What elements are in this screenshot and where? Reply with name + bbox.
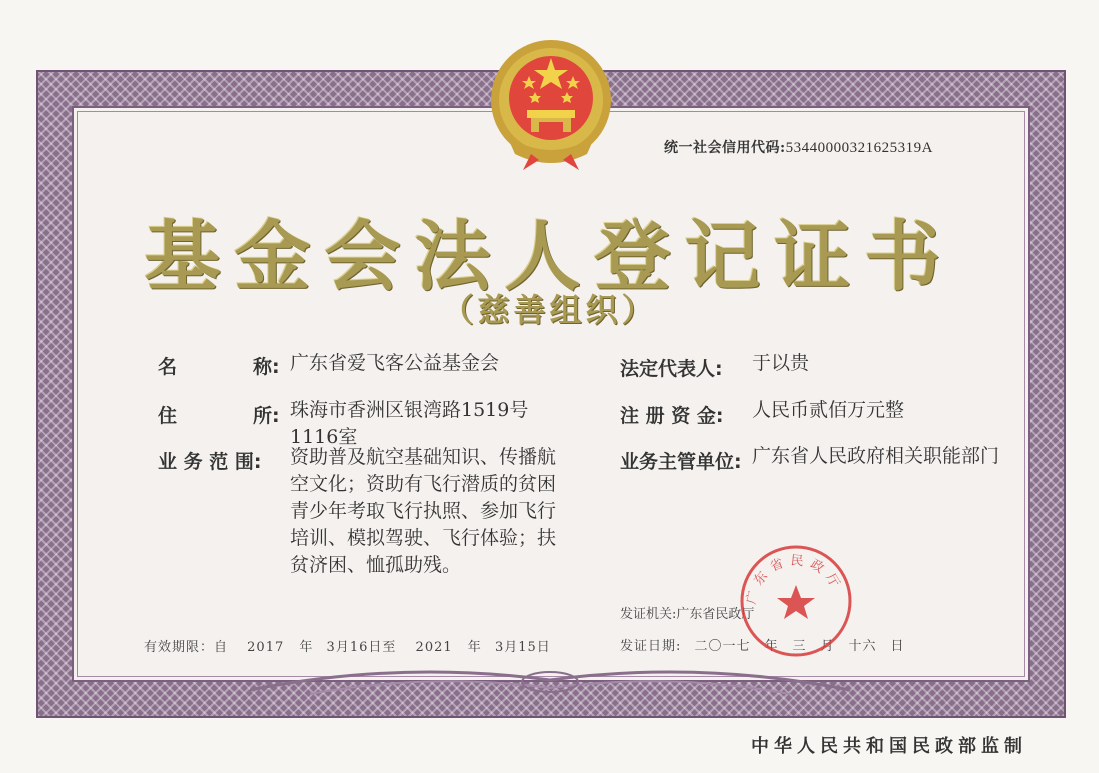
national-emblem [487, 36, 615, 174]
month-char: 月 [335, 640, 350, 655]
scope-line: 培训、模拟驾驶、飞行体验；扶 [290, 527, 557, 549]
validity-end-year: 2021 [415, 640, 453, 655]
certificate-body [72, 106, 1030, 682]
authority-value: 广东省人民政府相关职能部门 [752, 445, 1000, 467]
address-line: 珠海市香洲区银湾路1519号 [290, 399, 529, 421]
name-label: 名 称: [158, 356, 280, 378]
validity-start-year: 2017 [247, 640, 285, 655]
scope-line: 青少年考取飞行执照、参加飞行 [290, 500, 557, 522]
certificate-subtitle: （慈善组织） [441, 291, 658, 329]
year-char: 年 [299, 640, 314, 655]
scope-line: 资助普及航空基础知识、传播航 [290, 446, 557, 468]
capital-value: 人民币贰佰万元整 [752, 399, 905, 421]
rep-value: 于以贵 [752, 352, 810, 374]
issue-date-value: 二〇一七 年 三 月 十六 日 [694, 639, 905, 654]
address-label: 住 所: [158, 405, 280, 427]
credit-code-label: 统一社会信用代码: [664, 140, 786, 156]
day-char: 日 [536, 640, 551, 655]
credit-code-value: 53440000321625319A [785, 140, 934, 156]
footer-issuer: 中华人民共和国民政部监制 [751, 736, 1027, 757]
issue-date-label: 发证日期: [620, 639, 682, 654]
name-value: 广东省爱飞客公益基金会 [290, 352, 500, 374]
validity-end-day: 15 [518, 640, 537, 655]
certificate-title: 基金会法人登记证书 [144, 212, 955, 301]
validity-label: 有效期限：自 [144, 640, 229, 655]
month-char: 月 [504, 640, 519, 655]
issuer-value: 广东省民政厅 [676, 607, 755, 622]
scope-label: 业 务 范 围: [158, 451, 262, 473]
scope-line: 贫济困、恤孤助残。 [290, 554, 462, 576]
credit-code [664, 137, 933, 157]
validity-start-month: 3 [326, 640, 336, 655]
authority-label: 业务主管单位: [620, 451, 742, 473]
capital-label: 注 册 资 金: [620, 405, 724, 427]
validity-period [144, 636, 551, 655]
scope-line: 空文化；资助有飞行潜质的贫困 [290, 473, 557, 495]
issuer-label: 发证机关: [620, 607, 677, 622]
rep-label: 法定代表人: [620, 358, 723, 380]
day-to: 日至 [368, 640, 397, 655]
address-line: 1116室 [290, 426, 358, 448]
bottom-ornament [250, 660, 850, 700]
issuer [620, 603, 754, 622]
scope-value [290, 444, 556, 579]
validity-start-day: 16 [349, 640, 369, 655]
address-value [290, 397, 528, 451]
svg-text:广东省民政厅: 广东省民政厅 [744, 553, 845, 606]
year-char: 年 [467, 640, 482, 655]
validity-end-month: 3 [494, 640, 505, 655]
official-seal [738, 543, 854, 659]
